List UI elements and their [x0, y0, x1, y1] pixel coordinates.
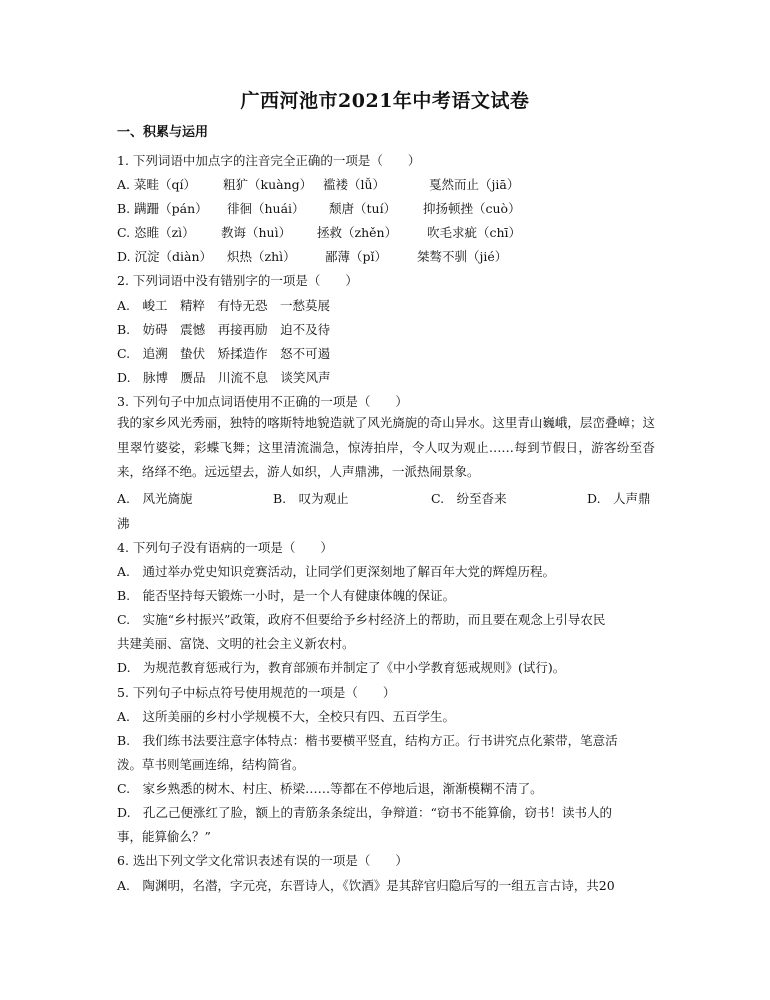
question-2-stem: 2. 下列词语中没有错别字的一项是（ ）	[117, 273, 358, 288]
question-4-option-c-cont: 共建美丽、富饶、文明的社会主义新农村。	[117, 636, 355, 651]
question-2-option-b: B. 妨碍 震憾 再接再励 迫不及待	[117, 322, 331, 337]
question-4-option-c: C. 实施“乡村振兴”政策，政府不但要给予乡村经济上的帮助，而且要在观念上引导农民	[117, 612, 606, 627]
option-word: 教诲（huì）	[221, 225, 292, 240]
option-word: D. 沉淀（diàn）	[117, 249, 213, 264]
option-word: 桀骜不驯（jié）	[417, 249, 508, 264]
option-word: 吹毛求疵（chī）	[427, 225, 522, 240]
question-3-passage: 我的家乡风光秀丽，独特的喀斯特地貌造就了风光旖旎的奇山异水。这里青山巍峨，层峦叠嶂；这里翠竹婆娑，彩蝶飞舞；这里清流湍急，惊涛拍岸，令人叹为观止……每到节假日，游客纷至沓来，络绎不绝。远远望去，游人如织，人声鼎沸，一派热闹景象。	[117, 415, 655, 479]
question-5-option-a: A. 这所美丽的乡村小学规模不大，全校只有四、五百学生。	[117, 709, 456, 724]
option-word: 粗犷（kuàng）	[223, 177, 313, 192]
question-5-option-d: D. 孔乙己便涨红了脸，额上的青筋条条绽出，争辩道：“窃书不能算偷，窃书！读书人的	[117, 805, 612, 820]
question-2-option-a: A. 峻工 精粹 有恃无恐 一愁莫展	[117, 298, 331, 313]
option-word: 抑扬顿挫（cuò）	[423, 201, 521, 216]
option-word: 褴褛（lǚ）	[323, 177, 386, 192]
option-word: 颓唐（tuí）	[329, 201, 397, 216]
question-5-option-b-cont: 泼。草书则笔画连绵，结构简省。	[117, 757, 305, 772]
question-4-option-d: D. 为规范教育惩戒行为，教育部颁布并制定了《中小学教育惩戒规则》(试行)。	[117, 660, 566, 675]
question-5-option-c: C. 家乡熟悉的树木、村庄、桥梁……等都在不停地后退，渐渐模糊不清了。	[117, 781, 543, 796]
option-word: 炽热（zhì）	[227, 249, 296, 264]
question-4-option-a: A. 通过举办党史知识竞赛活动，让同学们更深刻地了解百年大党的辉煌历程。	[117, 564, 556, 579]
question-2-option-d: D. 脉博 赝品 川流不息 谈笑风声	[117, 370, 331, 385]
question-5-stem: 5. 下列句子中标点符号使用规范的一项是（ ）	[117, 685, 396, 700]
question-4-stem: 4. 下列句子没有语病的一项是（ ）	[117, 540, 333, 555]
question-4-option-b: B. 能否坚持每天锻炼一小时，是一个人有健康体魄的保证。	[117, 588, 456, 603]
option-word: 鄙薄（pǐ）	[325, 249, 387, 264]
question-2-option-c: C. 追溯 蛰伏 矫揉造作 怒不可遏	[117, 346, 331, 361]
option-word: C. 恣睢（zì）	[117, 225, 195, 240]
question-3-stem: 3. 下列句子中加点词语使用不正确的一项是（ ）	[117, 394, 408, 409]
option-word: 拯救（zhěn）	[317, 225, 398, 240]
page-title: 广西河池市2021年中考语文试卷	[240, 90, 530, 112]
question-3-option-wrap: 沸	[117, 516, 130, 531]
option-word: D. 人声鼎	[587, 491, 651, 506]
option-word: 徘徊（huái）	[227, 201, 305, 216]
option-word: C. 纷至沓来	[431, 491, 507, 506]
option-word: B. 蹒跚（pán）	[117, 201, 208, 216]
question-5-option-d-cont: 事，能算偷么？”	[117, 829, 211, 844]
question-5-option-b: B. 我们练书法要注意字体特点：楷书要横平竖直，结构方正。行书讲究点化萦带，笔意活	[117, 733, 618, 748]
question-6-option-a: A. 陶渊明，名潜，字元亮，东晋诗人，《饮酒》是其辞官归隐后写的一组五言古诗，共20	[117, 878, 615, 893]
option-word: A. 菜畦（qí）	[117, 177, 196, 192]
option-word: B. 叹为观止	[273, 491, 349, 506]
question-6-stem: 6. 选出下列文学文化常识表述有误的一项是（ ）	[117, 853, 408, 868]
section-heading: 一、积累与运用	[117, 125, 209, 140]
question-1-stem: 1. 下列词语中加点字的注音完全正确的一项是（ ）	[117, 153, 421, 168]
option-word: 戛然而止（jiā）	[429, 177, 520, 192]
option-word: A. 风光旖旎	[117, 491, 193, 506]
